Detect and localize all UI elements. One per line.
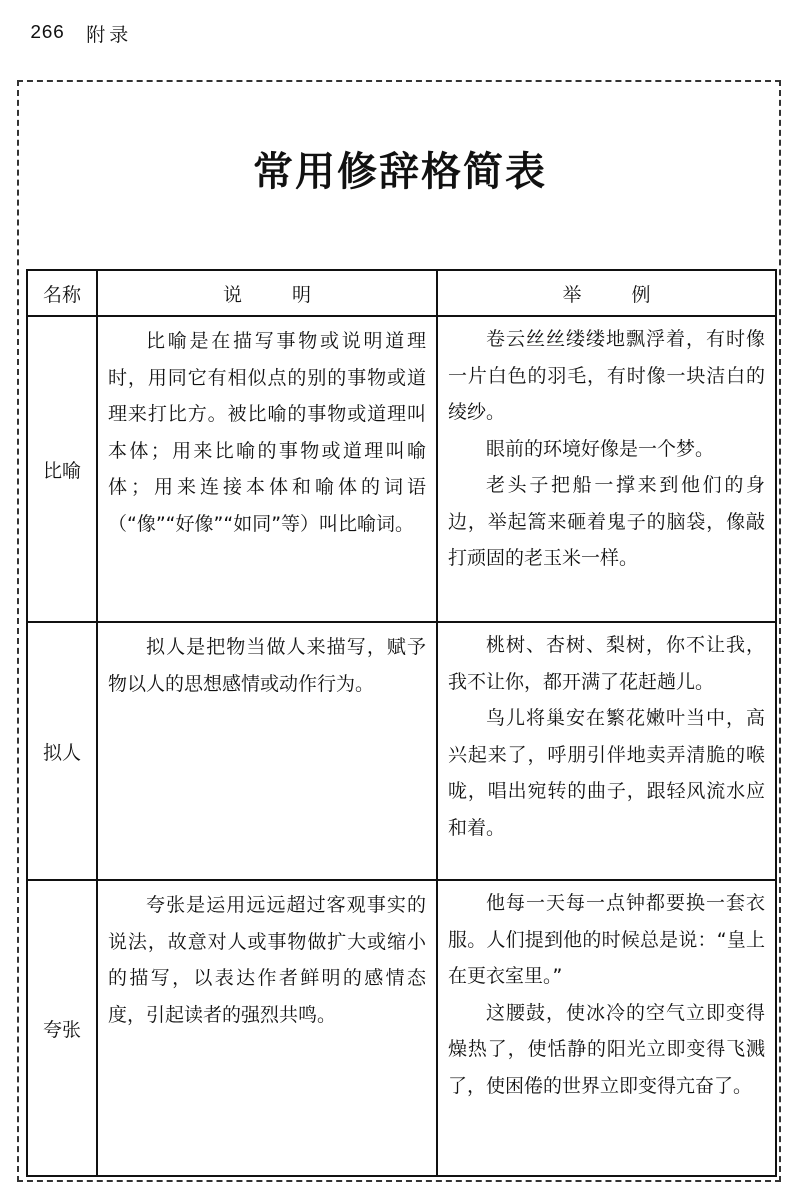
figure-description xyxy=(97,622,437,880)
example-text: 桃树、杏树、梨树，你不让我，我不让你，都开满了花赶趟儿。 xyxy=(448,634,765,693)
column-header-name: 名称 xyxy=(27,270,97,316)
figure-description xyxy=(97,316,437,622)
page-title: 常用修辞格简表 xyxy=(253,149,547,195)
example-text: 卷云丝丝缕缕地飘浮着，有时像一片白色的羽毛，有时像一块洁白的绫纱。 xyxy=(448,328,765,423)
table-row xyxy=(27,622,776,880)
column-header-description: 说明 xyxy=(97,270,437,316)
section-name: 附录 xyxy=(86,23,133,46)
table-row xyxy=(27,880,776,1176)
figure-name: 拟人 xyxy=(27,622,97,880)
description-text: 夸张是运用远远超过客观事实的说法，故意对人或事物做扩大或缩小的描写，以表达作者鲜明的感情态度，引起读者的强烈共鸣。 xyxy=(108,894,426,1026)
example-text: 他每一天每一点钟都要换一套衣服。人们提到他的时候总是说：“皇上在更衣室里。” xyxy=(448,892,765,987)
example-text: 老头子把船一撑来到他们的身边，举起篙来砸着鬼子的脑袋，像敲打顽固的老玉米一样。 xyxy=(448,474,765,569)
page-number: 266 xyxy=(30,22,65,44)
table-header-row xyxy=(27,270,776,316)
page-header xyxy=(30,18,132,48)
figure-name: 比喻 xyxy=(27,316,97,622)
figure-examples xyxy=(437,316,776,622)
column-header-examples: 举例 xyxy=(437,270,776,316)
description-text: 拟人是把物当做人来描写，赋予物以人的思想感情或动作行为。 xyxy=(108,636,426,695)
figure-description xyxy=(97,880,437,1176)
rhetoric-table xyxy=(26,269,777,1177)
description-text: 比喻是在描写事物或说明道理时，用同它有相似点的别的事物或道理来打比方。被比喻的事物或道理叫本体；用来比喻的事物或道理叫喻体；用来连接本体和喻体的词语（“像”“好像”“如同”等）叫比喻词。 xyxy=(108,330,426,535)
figure-name: 夸张 xyxy=(27,880,97,1176)
example-text: 鸟儿将巢安在繁花嫩叶当中，高兴起来了，呼朋引伴地卖弄清脆的喉咙，唱出宛转的曲子，跟轻风流水应和着。 xyxy=(448,707,765,839)
example-text: 眼前的环境好像是一个梦。 xyxy=(486,437,715,460)
example-text: 这腰鼓，使冰冷的空气立即变得燥热了，使恬静的阳光立即变得飞溅了，使困倦的世界立即变得亢奋了。 xyxy=(448,1001,765,1097)
figure-examples xyxy=(437,622,776,880)
table-row xyxy=(27,316,776,622)
figure-examples xyxy=(437,880,776,1176)
